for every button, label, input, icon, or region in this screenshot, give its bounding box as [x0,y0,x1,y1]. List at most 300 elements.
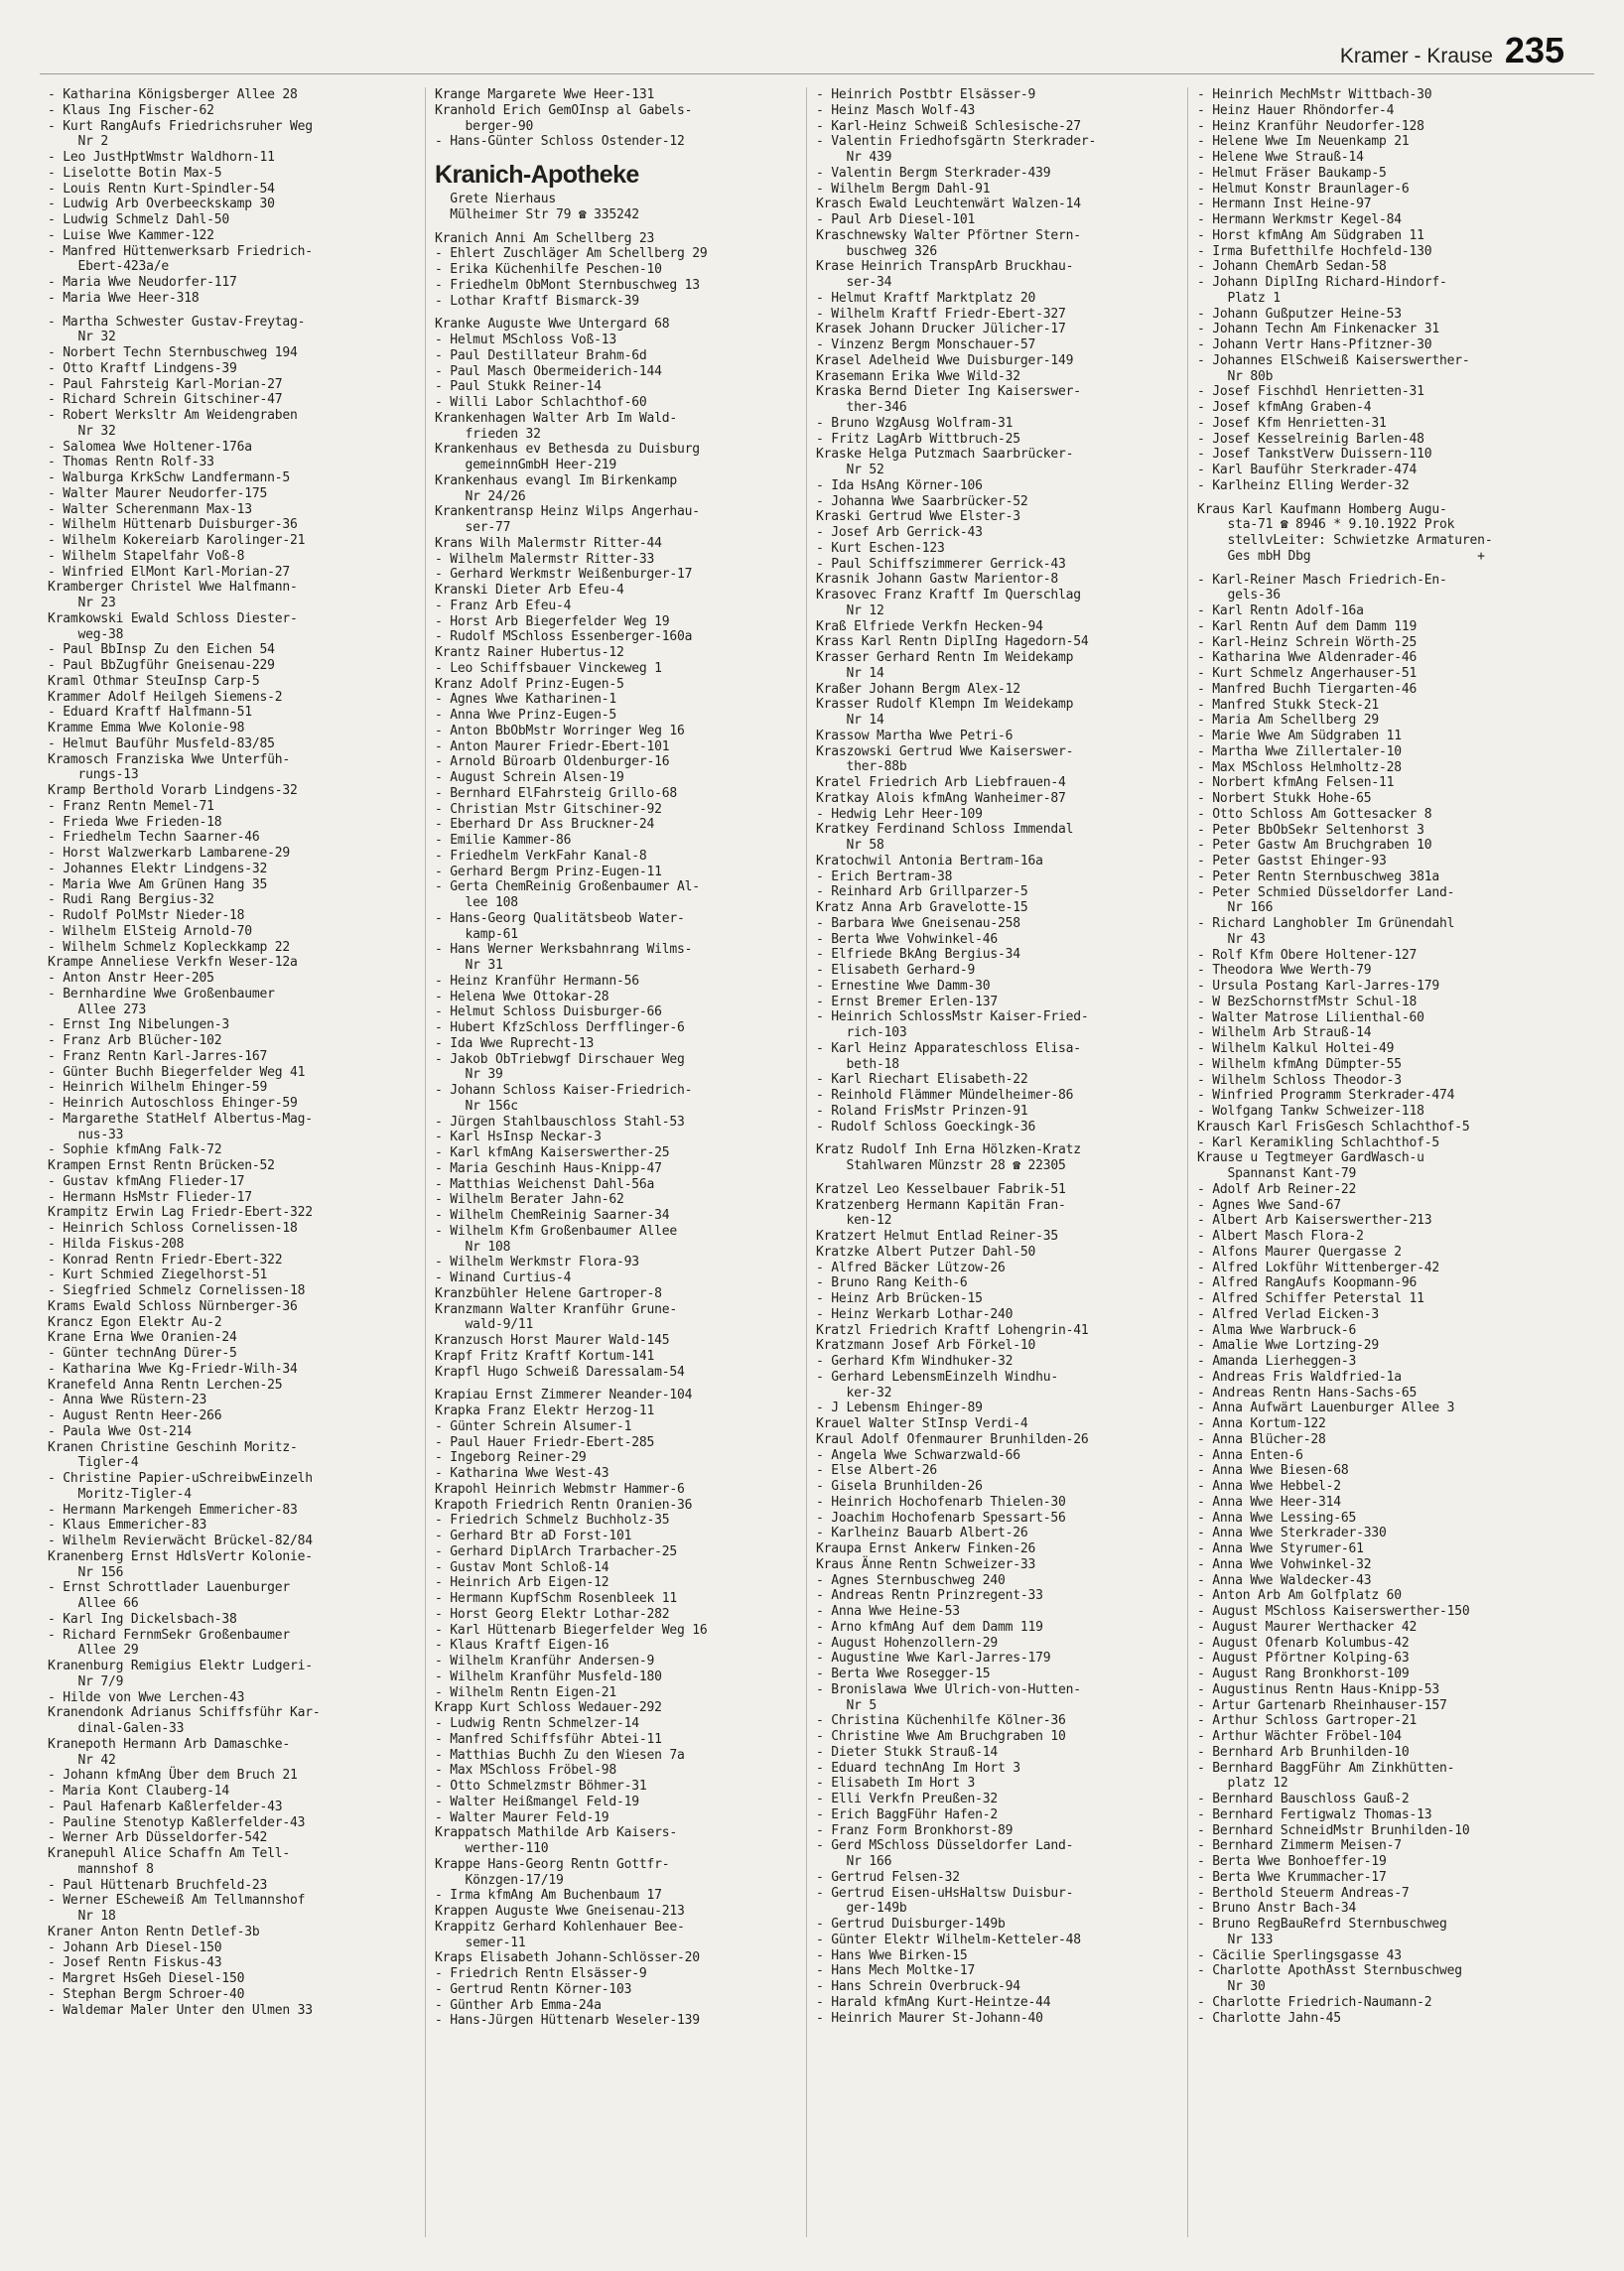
directory-entry: - Heinrich MechMstr Wittbach-30 [1197,87,1432,102]
directory-column-1 [48,87,417,2018]
column-divider [806,87,807,2237]
directory-entry: - Ernst Schrottlader Lauenburger [48,1580,291,1596]
directory-entry: - Irma kfmAng Am Buchenbaum 17 [435,1888,662,1904]
directory-entry: Krancz Egon Elektr Au-2 [48,1314,222,1330]
directory-entry: Nr 30 [1197,1979,1266,1994]
directory-entry: - Bruno Rang Keith-6 [816,1275,968,1291]
directory-entry: - Franz Rentn Memel-71 [48,798,214,814]
directory-entry: - Alfred Lokführ Wittenberger-42 [1197,1260,1440,1275]
directory-entry: - Otto Schmelzmstr Böhmer-31 [435,1779,647,1794]
directory-entry: - Roland FrisMstr Prinzen-91 [816,1103,1028,1119]
directory-entry: - Johann ChemArb Sedan-58 [1197,259,1387,275]
directory-entry: - Karl Rentn Auf dem Damm 119 [1197,618,1418,634]
directory-entry: - Waldemar Maler Unter den Ulmen 33 [48,2002,313,2018]
directory-entry: - Alfred Schiffer Peterstal 11 [1197,1291,1424,1306]
directory-entry: - Elisabeth Im Hort 3 [816,1776,976,1792]
directory-entry: - Bernhard Zimmerm Meisen-7 [1197,1838,1402,1854]
directory-entry: Krampitz Erwin Lag Friedr-Ebert-322 [48,1205,313,1221]
directory-entry: Krase Heinrich TranspArb Bruckhau- [816,259,1074,275]
directory-entry: - Berta Wwe Rosegger-15 [816,1667,991,1681]
directory-entry: - Eduard technAng Im Hort 3 [816,1760,1020,1776]
directory-entry: - Günter Schrein Alsumer-1 [435,1418,632,1434]
directory-entry: - Bruno Anstr Bach-34 [1197,1901,1357,1917]
directory-entry: - Josef Arb Gerrick-43 [816,525,983,540]
directory-entry: mannshof 8 [48,1861,154,1877]
directory-entry: Krapoth Friedrich Rentn Oranien-36 [435,1497,693,1513]
directory-entry: - Gustav kfmAng Flieder-17 [48,1173,245,1189]
directory-entry: - Alfred RangAufs Koopmann-96 [1197,1275,1418,1291]
directory-entry: - Leo Schiffsbauer Vinckeweg 1 [435,660,662,676]
directory-entry: frieden 32 [435,426,541,442]
directory-entry: - Paul Hafenarb Kaßlerfelder-43 [48,1799,283,1814]
directory-entry: - Erika Küchenhilfe Peschen-10 [435,262,662,277]
directory-entry: - Karl Heinz Apparateschloss Elisa- [816,1040,1081,1056]
directory-entry: - Hilda Fiskus-208 [48,1236,185,1252]
directory-entry: - Peter Gastst Ehinger-93 [1197,854,1387,868]
directory-entry: - August Hohenzollern-29 [816,1635,999,1651]
directory-entry: - Peter Gastw Am Bruchgraben 10 [1197,838,1432,854]
directory-entry: - Heinz Werkarb Lothar-240 [816,1306,1014,1322]
directory-entry: - Theodora Wwe Werth-79 [1197,963,1372,979]
directory-entry: Krapf Fritz Kraftf Kortum-141 [435,1348,655,1364]
directory-entry: - Walburga KrkSchw Landfermann-5 [48,470,291,485]
directory-entry: - Gerd MSchloss Düsseldorfer Land- [816,1838,1074,1854]
directory-entry: - Bruno WzgAusg Wolfram-31 [816,415,1014,431]
directory-entry: - Ursula Postang Karl-Jarres-179 [1197,979,1440,994]
directory-entry: - Alfred Bäcker Lützow-26 [816,1260,1006,1275]
directory-entry: - Christine Papier-uSchreibwEinzelh [48,1471,313,1486]
directory-entry: Krampen Ernst Rentn Brücken-52 [48,1158,275,1173]
directory-entry: - Elisabeth Gerhard-9 [816,963,976,978]
directory-entry: Krapiau Ernst Zimmerer Neander-104 [435,1388,693,1403]
directory-entry: Krankentransp Heinz Wilps Angerhau- [435,504,700,520]
directory-entry: - Johannes Elektr Lindgens-32 [48,861,268,876]
directory-entry: - Horst Arb Biegerfelder Weg 19 [435,613,670,629]
directory-entry: - Liselotte Botin Max-5 [48,165,222,181]
directory-entry: - Winfried Programm Sterkrader-474 [1197,1088,1455,1104]
directory-entry: - Josef TankstVerw Duissern-110 [1197,447,1432,463]
directory-entry: - Heinz Hauer Rhöndorfer-4 [1197,102,1395,118]
directory-entry: - Anna Wwe Hebbel-2 [1197,1479,1341,1494]
directory-entry: kamp-61 [435,926,518,942]
directory-entry: - Augustine Wwe Karl-Jarres-179 [816,1651,1051,1667]
directory-entry: - Reinhold Flämmer Mündelheimer-86 [816,1088,1074,1103]
directory-entry: Kramberger Christel Wwe Halfmann- [48,580,298,596]
directory-entry: - Josef kfmAng Graben-4 [1197,400,1372,415]
directory-entry: - Paul Arb Diesel-101 [816,212,976,227]
directory-entry: - Hans Schrein Overbruck-94 [816,1979,1020,1994]
directory-entry: Krapohl Heinrich Webmstr Hammer-6 [435,1481,685,1497]
directory-entry: - Reinhard Arb Grillparzer-5 [816,884,1028,900]
directory-entry: - Winfried ElMont Karl-Morian-27 [48,564,291,580]
directory-entry: - Otto Kraftf Lindgens-39 [48,360,237,376]
directory-entry: Kratzert Helmut Entlad Reiner-35 [816,1229,1059,1244]
directory-entry: - Helene Wwe Strauß-14 [1197,150,1364,165]
directory-entry: - Anna Wwe Biesen-68 [1197,1463,1349,1479]
directory-entry: Krasovec Franz Kraftf Im Querschlag [816,588,1081,602]
directory-entry: - Gerhard Btr aD Forst-101 [435,1529,632,1543]
directory-entry: Nr 43 [1197,931,1266,947]
directory-entry: - Anna Wwe Rüstern-23 [48,1393,207,1408]
directory-entry: Nr 439 [816,150,892,165]
directory-entry: - Peter BbObSekr Seltenhorst 3 [1197,822,1424,838]
directory-entry: - Anton BbObMstr Worringer Weg 16 [435,723,685,738]
directory-entry: - Heinrich SchlossMstr Kaiser-Fried- [816,1009,1089,1025]
directory-entry: Kraul Adolf Ofenmaurer Brunhilden-26 [816,1431,1089,1447]
directory-entry: - Manfred Buchh Tiergarten-46 [1197,681,1418,697]
directory-entry: - August Maurer Werthacker 42 [1197,1619,1418,1635]
directory-entry: sta-71 ☎ 8946 * 9.10.1922 Prok [1197,517,1455,533]
directory-entry: - Helmut Kraftf Marktplatz 20 [816,290,1036,306]
directory-entry: Kranzbühler Helene Gartroper-8 [435,1285,662,1301]
directory-entry: Grete Nierhaus [435,192,557,206]
directory-entry: Kraska Bernd Dieter Ing Kaiserswer- [816,384,1081,400]
directory-entry: - Maria Kont Clauberg-14 [48,1784,230,1799]
directory-entry: - Paul Hauer Friedr-Ebert-285 [435,1434,655,1450]
directory-entry: - Franz Form Bronkhorst-89 [816,1822,1014,1838]
directory-entry: - Friedhelm VerkFahr Kanal-8 [435,848,647,864]
directory-entry: - Horst Georg Elektr Lothar-282 [435,1606,670,1622]
directory-entry: Krass Karl Rentn DiplIng Hagedorn-54 [816,634,1089,650]
directory-entry: - Gisela Brunhilden-26 [816,1479,983,1494]
directory-entry: - Günter Buchh Biegerfelder Weg 41 [48,1064,306,1080]
directory-entry: - Günther Arb Emma-24a [435,1997,602,2013]
directory-entry: - Sophie kfmAng Falk-72 [48,1142,222,1158]
directory-entry: - Katharina Wwe West-43 [435,1466,609,1481]
directory-entry: - Wilhelm Hüttenarb Duisburger-36 [48,517,298,533]
directory-entry: Nr 80b [1197,368,1274,384]
directory-entry: - Franz Rentn Karl-Jarres-167 [48,1048,268,1064]
directory-entry: - Klaus Kraftf Eigen-16 [435,1638,609,1654]
section-heading: Kranich-Apotheke [435,161,639,189]
directory-entry: - Heinz Kranführ Hermann-56 [435,973,639,989]
directory-entry: - Helmut MSchloss Voß-13 [435,333,617,347]
directory-entry: - Andreas Rentn Prinzregent-33 [816,1588,1043,1604]
directory-entry: - Kurt Eschen-123 [816,540,945,556]
directory-entry: beth-18 [816,1056,899,1072]
directory-entry: - Erich Bertram-38 [816,868,953,884]
directory-entry: - Alfons Maurer Quergasse 2 [1197,1244,1402,1260]
directory-entry: - Joachim Hochofenarb Spessart-56 [816,1510,1066,1526]
directory-entry: - Katharina Wwe Kg-Friedr-Wilh-34 [48,1361,298,1377]
directory-entry: - Konrad Rentn Friedr-Ebert-322 [48,1252,283,1268]
directory-entry: - Gertrud Felsen-32 [816,1869,960,1885]
directory-entry: - Winand Curtius-4 [435,1270,572,1285]
directory-entry: Nr 58 [816,838,884,853]
directory-entry: - Martha Wwe Zillertaler-10 [1197,743,1402,759]
directory-entry: - Karl Bauführ Sterkrader-474 [1197,463,1418,477]
directory-entry: Kratz Rudolf Inh Erna Hölzken-Kratz [816,1142,1081,1158]
directory-entry: - Wilhelm Kfm Großenbaumer Allee [435,1223,678,1239]
directory-entry: Kranenburg Remigius Elektr Ludgeri- [48,1659,313,1673]
directory-entry: - Hermann Inst Heine-97 [1197,197,1372,212]
directory-entry: - Pauline Stenotyp Kaßlerfelder-43 [48,1814,306,1830]
directory-entry: Krams Ewald Schloss Nürnberger-36 [48,1298,298,1314]
directory-entry: Ges mbH Dbg + [1197,548,1485,564]
directory-entry: - Wilhelm Revierwächt Brückel-82/84 [48,1534,313,1548]
running-title: Kramer - Krause [1339,45,1493,67]
directory-entry: - Willi Labor Schlachthof-60 [435,395,647,410]
directory-entry: - Maria Geschinh Haus-Knipp-47 [435,1160,662,1176]
directory-entry: - Ida HsAng Körner-106 [816,477,983,493]
directory-entry: - Bernhardine Wwe Großenbaumer [48,986,275,1002]
directory-entry: Kraner Anton Rentn Detlef-3b [48,1924,260,1939]
directory-entry: - Johann Schloss Kaiser-Friedrich- [435,1083,693,1098]
directory-entry: - Matthias Buchh Zu den Wiesen 7a [435,1747,685,1763]
entry-gap [435,223,804,231]
directory-entry: - Ernst Ing Nibelungen-3 [48,1017,230,1033]
directory-entry: Krasnik Johann Gastw Marientor-8 [816,572,1059,588]
directory-entry: - Hans Werner Werksbahnrang Wilms- [435,942,693,958]
entry-gap [816,1135,1185,1142]
directory-entry: - Norbert Techn Sternbuschweg 194 [48,345,298,360]
directory-column-2 [435,87,804,2029]
directory-entry: - Richard Langhobler Im Grünendahl [1197,916,1455,931]
directory-entry: berger-90 [435,118,534,134]
directory-entry: Kraszowski Gertrud Wwe Kaiserswer- [816,743,1074,759]
directory-entry: Kratkey Ferdinand Schloss Immendal [816,822,1074,838]
directory-column-4 [1197,87,1566,2026]
directory-entry: - Gerhard LebensmEinzelh Windhu- [816,1369,1059,1385]
directory-entry: - Gertrud Duisburger-149b [816,1917,1006,1932]
directory-entry: Kranepuhl Alice Schaffn Am Tell- [48,1846,291,1861]
directory-entry: - Rudolf PolMstr Nieder-18 [48,908,245,923]
directory-entry: - Arno kfmAng Auf dem Damm 119 [816,1619,1043,1635]
directory-entry: - Ludwig Rentn Schmelzer-14 [435,1716,639,1731]
directory-entry: - Heinz Arb Brücken-15 [816,1291,983,1306]
directory-entry: - August MSchloss Kaiserswerther-150 [1197,1604,1470,1619]
directory-entry: Kranenberg Ernst HdlsVertr Kolonie- [48,1548,313,1564]
directory-entry: ken-12 [816,1213,892,1229]
directory-entry: Nr 156c [435,1098,518,1114]
directory-entry: nus-33 [48,1127,124,1142]
directory-entry: Kranefeld Anna Rentn Lerchen-25 [48,1377,283,1393]
directory-entry: - Thomas Rentn Rolf-33 [48,455,214,470]
directory-entry: Nr 42 [48,1752,116,1768]
directory-entry: - Berthold Steuerm Andreas-7 [1197,1885,1410,1901]
directory-entry: - W BezSchornstfMstr Schul-18 [1197,994,1418,1009]
directory-entry: - Anna Aufwärt Lauenburger Allee 3 [1197,1401,1455,1416]
directory-entry: - Eduard Kraftf Halfmann-51 [48,705,252,721]
directory-entry: - Ludwig Arb Overbeeckskamp 30 [48,197,275,212]
directory-entry: Krasek Johann Drucker Jülicher-17 [816,322,1066,337]
directory-entry: - Agnes Sternbuschweg 240 [816,1572,1006,1588]
directory-entry: - August Ofenarb Kolumbus-42 [1197,1635,1410,1651]
directory-entry: - Josef Kesselreinig Barlen-48 [1197,431,1424,447]
directory-entry: - Maria Am Schellberg 29 [1197,713,1380,729]
directory-entry: Nr 133 [1197,1932,1274,1947]
directory-entry: - Max MSchloss Helmholtz-28 [1197,759,1402,775]
directory-entry: - Karl Hüttenarb Biegerfelder Weg 16 [435,1622,708,1638]
directory-entry: Krammer Adolf Heilgeh Siemens-2 [48,689,283,705]
directory-entry: - Hermann HsMstr Flieder-17 [48,1189,252,1205]
directory-entry: - Johann Vertr Hans-Pfitzner-30 [1197,337,1432,352]
directory-entry: - Paul Masch Obermeiderich-144 [435,363,662,379]
directory-entry: Kratzke Albert Putzer Dahl-50 [816,1244,1036,1260]
directory-entry: - Horst kfmAng Am Südgraben 11 [1197,227,1424,243]
directory-entry: - Anna Wwe Sterkrader-330 [1197,1526,1387,1541]
directory-entry: Nr 32 [48,423,116,439]
directory-entry: - Anna Enten-6 [1197,1447,1303,1463]
directory-entry: - Arthur Wächter Fröbel-104 [1197,1729,1402,1744]
directory-entry: semer-11 [435,1935,526,1950]
directory-entry: - Paul Fahrsteig Karl-Morian-27 [48,376,283,392]
directory-column-3 [816,87,1185,2026]
directory-entry: Kratzel Leo Kesselbauer Fabrik-51 [816,1181,1066,1197]
directory-entry: - Ernst Bremer Erlen-137 [816,994,999,1009]
directory-entry: - Wilhelm ElSteig Arnold-70 [48,923,252,939]
entry-gap [435,1380,804,1388]
directory-entry: Kranhold Erich GemOInsp al Gabels- [435,102,693,118]
directory-entry: - Karl-Heinz Schweiß Schlesische-27 [816,118,1081,134]
directory-entry: Kraus Änne Rentn Schweizer-33 [816,1556,1036,1572]
directory-entry: - Hermann Markengeh Emmericher-83 [48,1502,298,1518]
directory-entry: - Friedhelm Techn Saarner-46 [48,830,260,846]
directory-entry: Krapfl Hugo Schweiß Daressalam-54 [435,1364,685,1380]
directory-entry: Ebert-423a/e [48,259,170,275]
directory-entry: - Albert Masch Flora-2 [1197,1229,1364,1244]
directory-entry: - Klaus Emmericher-83 [48,1518,207,1534]
directory-entry: - Amanda Lierheggen-3 [1197,1354,1357,1369]
directory-entry: - Lothar Kraftf Bismarck-39 [435,293,639,309]
directory-entry: - Günter Elektr Wilhelm-Ketteler-48 [816,1932,1081,1947]
directory-entry: Krane Erna Wwe Oranien-24 [48,1330,237,1346]
directory-entry: - Klaus Ing Fischer-62 [48,102,214,118]
directory-entry: - Andreas Rentn Hans-Sachs-65 [1197,1385,1418,1401]
entry-gap [435,150,804,158]
directory-entry: - August Rentn Heer-266 [48,1408,222,1423]
directory-entry: - Karlheinz Bauarb Albert-26 [816,1526,1028,1541]
directory-entry: - Heinrich Autoschloss Ehinger-59 [48,1096,298,1111]
directory-entry: - Heinrich Wilhelm Ehinger-59 [48,1080,268,1096]
directory-entry: - Hans-Günter Schloss Ostender-12 [435,134,685,150]
directory-entry: Kratzl Friedrich Kraftf Lohengrin-41 [816,1322,1089,1338]
directory-entry: Stahlwaren Münzstr 28 ☎ 22305 [816,1158,1066,1173]
directory-entry: - Andreas Fris Waldfried-1a [1197,1369,1402,1385]
directory-entry: - Friedrich Rentn Elsässer-9 [435,1966,647,1981]
directory-entry: Kramp Berthold Vorarb Lindgens-32 [48,783,298,798]
directory-entry: - Bernhard SchneidMstr Brunhilden-10 [1197,1822,1470,1838]
directory-entry: - Manfred Hüttenwerksarb Friedrich- [48,243,313,259]
directory-entry: Allee 66 [48,1596,139,1611]
directory-entry: weg-38 [48,626,124,642]
directory-entry: - Agnes Wwe Sand-67 [1197,1197,1341,1213]
directory-entry: - Horst Walzwerkarb Lambarene-29 [48,846,291,861]
directory-entry: - Kurt RangAufs Friedrichsruher Weg [48,118,313,134]
directory-entry: Nr 14 [816,665,884,681]
directory-entry: - Karlheinz Elling Werder-32 [1197,477,1410,493]
directory-entry: - Karl Ing Dickelsbach-38 [48,1611,237,1627]
directory-entry: Nr 18 [48,1909,116,1924]
directory-entry: - Helmut Schloss Duisburger-66 [435,1004,662,1020]
directory-entry: Kranepoth Hermann Arb Damaschke- [48,1736,291,1752]
directory-entry: Kramme Emma Wwe Kolonie-98 [48,721,245,735]
directory-entry: - Wilhelm Rentn Eigen-21 [435,1684,617,1700]
directory-entry: ser-77 [435,520,511,535]
directory-entry: - August Pförtner Kolping-63 [1197,1651,1410,1667]
directory-entry: - Johannes ElSchweiß Kaiserswerther- [1197,352,1470,368]
directory-entry: - Margarethe StatHelf Albertus-Mag- [48,1111,313,1127]
directory-entry: Krause u Tegtmeyer GardWasch-u [1197,1150,1424,1166]
directory-entry: Krapp Kurt Schloss Wedauer-292 [435,1700,662,1716]
directory-entry: - Vinzenz Bergm Monschauer-57 [816,337,1036,352]
directory-entry: rich-103 [816,1025,907,1040]
directory-entry: Kranzmann Walter Kranführ Grune- [435,1301,678,1317]
directory-entry: Kranen Christine Geschinh Moritz- [48,1439,298,1455]
directory-entry: - Ludwig Schmelz Dahl-50 [48,212,230,227]
directory-entry: - Karl-Heinz Schrein Wörth-25 [1197,634,1418,650]
directory-entry: - Josef Kfm Henrietten-31 [1197,415,1387,431]
directory-entry: - Gerhard Werkmstr Weißenburger-17 [435,567,693,583]
directory-entry: - Wilhelm kfmAng Dümpter-55 [1197,1056,1402,1072]
directory-entry: - Wilhelm Berater Jahn-62 [435,1192,624,1208]
directory-entry: - Agnes Wwe Katharinen-1 [435,692,617,708]
directory-entry: - Valentin Friedhofsgärtn Sterkrader- [816,134,1097,150]
directory-entry: - Dieter Stukk Strauß-14 [816,1744,999,1760]
directory-entry: - Helmut Bauführ Musfeld-83/85 [48,735,275,751]
directory-entry: - Johanna Wwe Saarbrücker-52 [816,493,1028,509]
directory-entry: - Walter Maurer Neudorfer-175 [48,485,268,501]
directory-entry: - Heinrich Schloss Cornelissen-18 [48,1221,298,1236]
directory-entry: - Barbara Wwe Gneisenau-258 [816,915,1020,931]
directory-entry: - Wilhelm Arb Strauß-14 [1197,1025,1372,1041]
directory-entry: - Berta Wwe Vohwinkel-46 [816,931,999,947]
directory-entry: - Stephan Bergm Schroer-40 [48,1986,245,2002]
directory-entry: - Luise Wwe Kammer-122 [48,227,214,243]
directory-entry: Tigler-4 [48,1455,139,1471]
directory-entry: Krassow Martha Wwe Petri-6 [816,728,1014,743]
directory-entry: - Elli Verkfn Preußen-32 [816,1792,999,1806]
directory-entry: - Helmut Fräser Baukamp-5 [1197,165,1387,181]
directory-entry: - Amalie Wwe Lortzing-29 [1197,1338,1380,1354]
directory-entry: - Manfred Schiffsführ Abtei-11 [435,1731,662,1747]
directory-entry: Krampe Anneliese Verkfn Weser-12a [48,955,298,971]
directory-entry: Kranich Anni Am Schellberg 23 [435,230,655,246]
directory-entry: - Bernhard Bauschloss Gauß-2 [1197,1792,1410,1806]
directory-entry: Nr 32 [48,330,116,345]
directory-entry: - Heinrich Arb Eigen-12 [435,1575,609,1591]
directory-entry: - Johann Techn Am Finkenacker 31 [1197,322,1440,337]
directory-entry: Moritz-Tigler-4 [48,1486,192,1502]
directory-entry: - Maria Wwe Neudorfer-117 [48,275,237,290]
directory-entry: - Hermann KupfSchm Rosenbleek 11 [435,1591,678,1606]
directory-entry: - Else Albert-26 [816,1463,938,1479]
directory-entry: - Wilhelm ChemReinig Saarner-34 [435,1208,670,1223]
directory-entry: - J Lebensm Ehinger-89 [816,1401,983,1416]
directory-entry: dinal-Galen-33 [48,1721,185,1736]
directory-entry: - Anna Wwe Prinz-Eugen-5 [435,708,617,723]
directory-entry: - Bernhard BaggFühr Am Zinkhütten- [1197,1760,1455,1776]
directory-entry: - Wilhelm Schmelz Kopleckkamp 22 [48,939,291,955]
directory-entry: Krankenhaus evangl Im Birkenkamp [435,472,678,488]
directory-entry: ger-149b [816,1901,907,1917]
directory-entry: - Werner EScheweiß Am Tellmannshof [48,1893,306,1909]
directory-entry: - August Schrein Alsen-19 [435,770,624,785]
directory-entry: - Max MSchloss Fröbel-98 [435,1763,617,1779]
directory-entry: Kratz Anna Arb Gravelotte-15 [816,900,1028,915]
directory-entry: - Heinrich Postbtr Elsässer-9 [816,87,1036,102]
directory-entry: - Christian Mstr Gitschiner-92 [435,801,662,817]
directory-entry: - Hubert KfzSchloss Derfflinger-6 [435,1020,685,1035]
directory-entry: Krasel Adelheid Wwe Duisburger-149 [816,352,1074,368]
directory-entry: - Norbert Stukk Hohe-65 [1197,791,1372,806]
directory-entry: Nr 7/9 [48,1673,124,1689]
directory-entry: - Josef Fischhdl Henrietten-31 [1197,384,1424,400]
directory-entry: - Anna Wwe Heer-314 [1197,1494,1341,1510]
directory-entry: - Bronislawa Wwe Ulrich-von-Hutten- [816,1681,1081,1697]
directory-entry: - Paula Wwe Ost-214 [48,1423,192,1439]
directory-entry: - Ida Wwe Ruprecht-13 [435,1035,595,1051]
